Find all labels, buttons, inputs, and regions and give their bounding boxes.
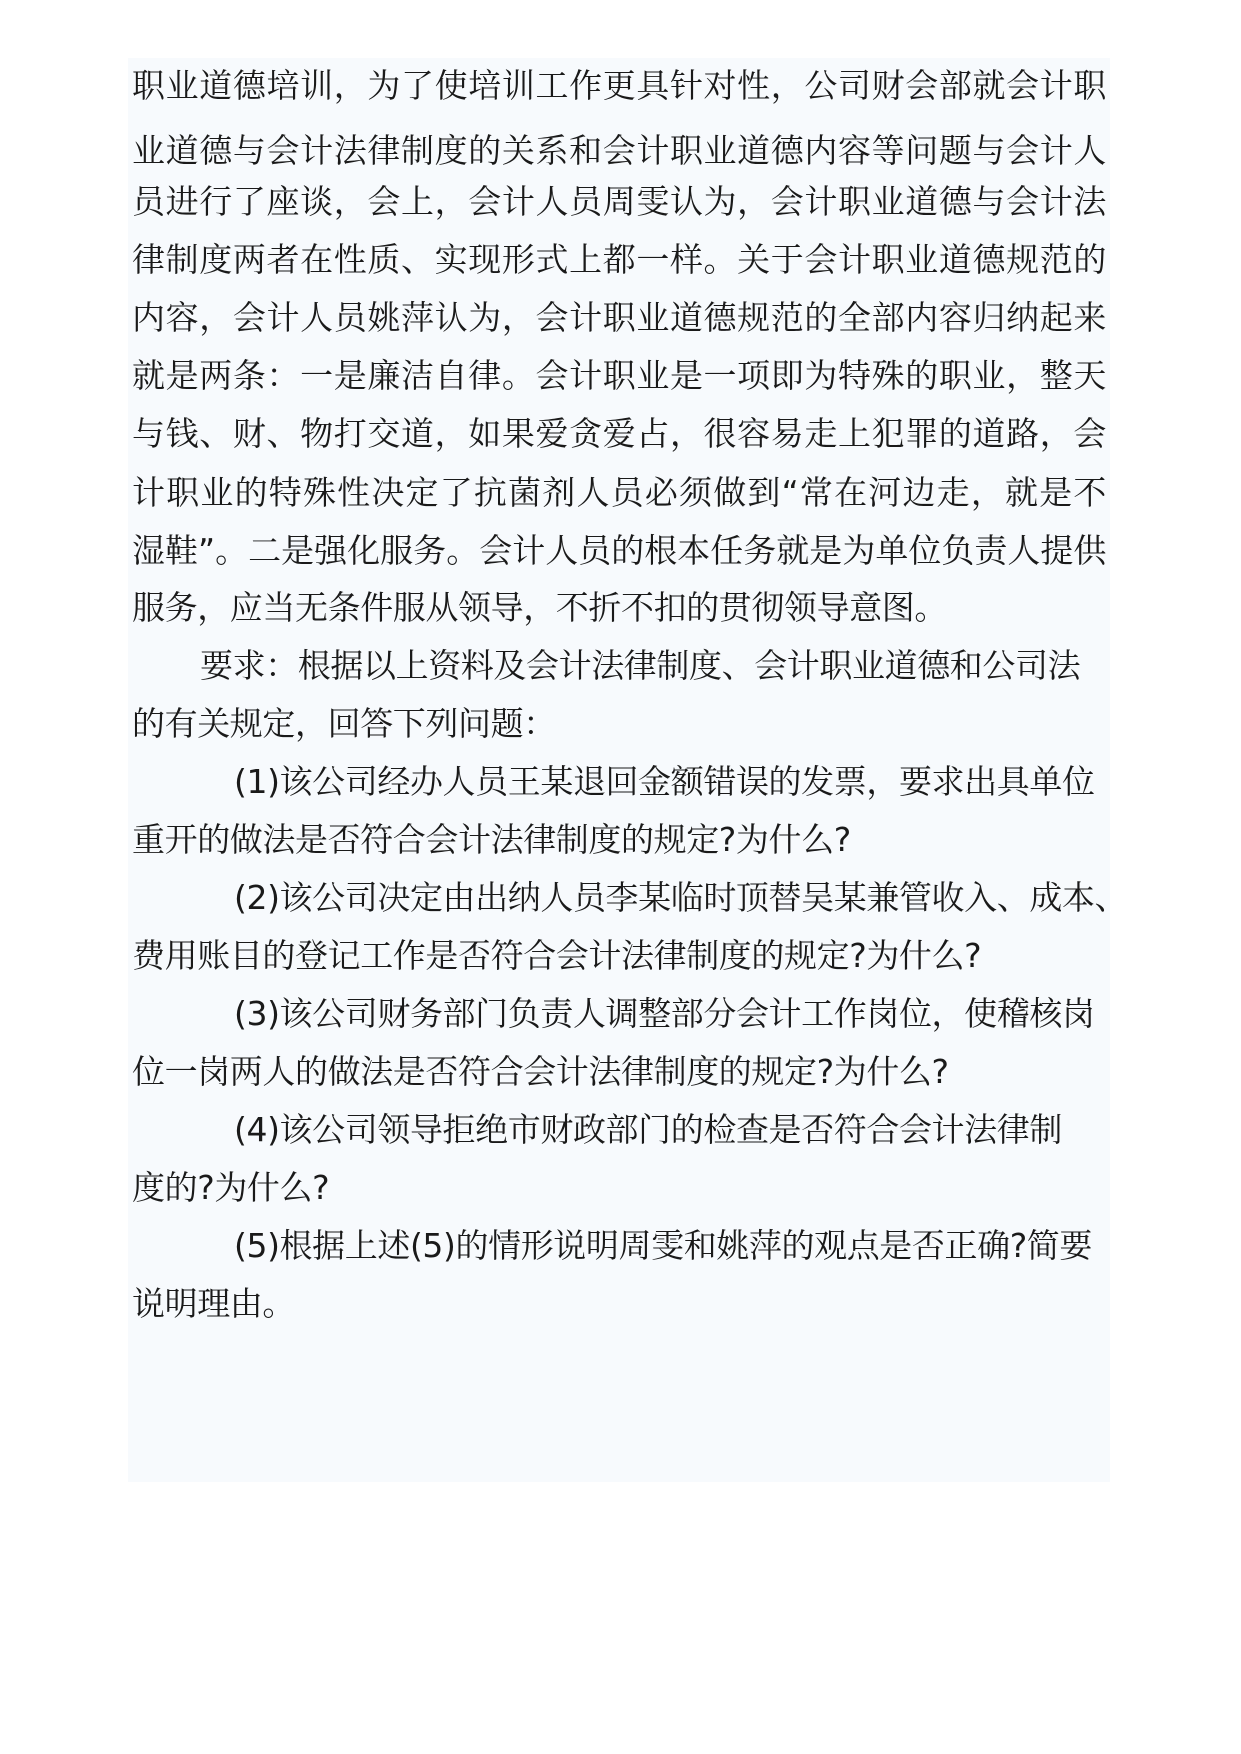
text-line-5: 内容，会计人员姚萍认为，会计职业道德规范的全部内容归纳起来	[132, 298, 1106, 337]
text-line-1: 职业道德培训，为了使培训工作更具针对性，公司财会部就会计职	[132, 66, 1106, 105]
text-line-4: 律制度两者在性质、实现形式上都一样。关于会计职业道德规范的	[132, 240, 1106, 279]
question-2: (2)该公司决定由出纳人员李某临时顶替吴某兼管收入、成本、	[234, 878, 1128, 917]
question-4-cont: 度的?为什么?	[132, 1168, 330, 1207]
question-1-cont: 重开的做法是否符合会计法律制度的规定?为什么?	[132, 820, 851, 859]
text-line-2: 业道德与会计法律制度的关系和会计职业道德内容等问题与会计人	[132, 131, 1106, 170]
question-3: (3)该公司财务部门负责人调整部分会计工作岗位，使稽核岗	[234, 994, 1095, 1033]
requirement-line: 要求：根据以上资料及会计法律制度、会计职业道德和公司法	[200, 646, 1081, 685]
text-line-6: 就是两条：一是廉洁自律。会计职业是一项即为特殊的职业，整天	[132, 356, 1106, 395]
question-5: (5)根据上述(5)的情形说明周雯和姚萍的观点是否正确?简要	[234, 1226, 1093, 1265]
document-text-block	[128, 58, 1128, 1482]
question-5-cont: 说明理由。	[132, 1284, 296, 1323]
text-line-8: 计职业的特殊性决定了抗菌剂人员必须做到“常在河边走，就是不	[132, 473, 1106, 512]
question-3-cont: 位一岗两人的做法是否符合会计法律制度的规定?为什么?	[132, 1052, 949, 1091]
text-line-9: 湿鞋”。二是强化服务。会计人员的根本任务就是为单位负责人提供	[132, 531, 1106, 570]
question-2-cont: 费用账目的登记工作是否符合会计法律制度的规定?为什么?	[132, 936, 982, 975]
text-line-3: 员进行了座谈，会上，会计人员周雯认为，会计职业道德与会计法	[132, 182, 1106, 221]
requirement-line-cont: 的有关规定，回答下列问题：	[132, 704, 556, 743]
question-4: (4)该公司领导拒绝市财政部门的检查是否符合会计法律制	[234, 1110, 1062, 1149]
text-line-10: 服务，应当无条件服从领导，不折不扣的贯彻领导意图。	[132, 588, 948, 627]
question-1: (1)该公司经办人员王某退回金额错误的发票，要求出具单位	[234, 762, 1095, 801]
text-line-7: 与钱、财、物打交道，如果爱贪爱占，很容易走上犯罪的道路，会	[132, 414, 1106, 453]
